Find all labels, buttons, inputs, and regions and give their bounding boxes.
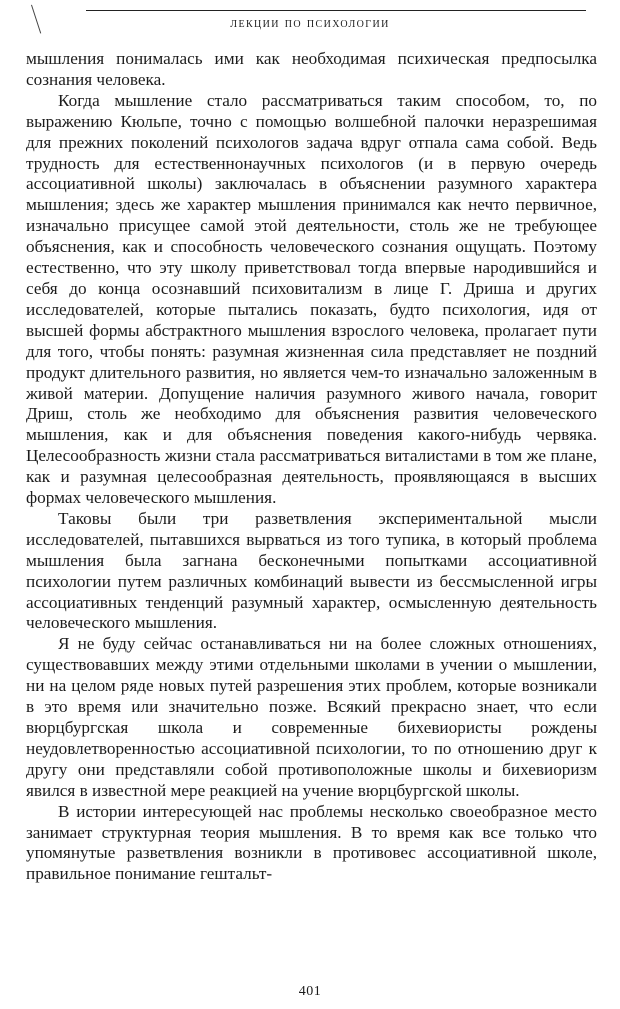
page-number: 401 [298, 984, 322, 999]
header-rule [86, 10, 586, 11]
paragraph-4: Я не буду сейчас останавливаться ни на более сложных отношениях, существовавших между этими отдельными школами в учении о мышлении, ни на целом ряде новых путей разрешения этих проблем, которые возникали в это время или значительно позже. Всякий прекрасно знает, что если вюрцбургская школа и современные бихевиористы рождены неудовлетворенностью ассоциативной психологии, то по отношению друг к другу они представляли собой противоположные школы и бихевиоризм явился в известной мере реакцией на учение вюрцбургской школы. [26, 634, 597, 800]
running-head-title: лекции по психологии [230, 16, 390, 31]
paragraph-1: мышления понималась ими как необходимая психическая предпосылка сознания человека. [26, 49, 597, 89]
paragraph-3: Таковы были три разветвления экспериментальной мысли исследователей, пытавшихся вырваться из того тупика, в который проблема мышления была загнана бесконечными попытками ассоциативной психологии путем различных комбинаций вывести из бессмысленной игры ассоциативных тенденций разумный характер, осмысленную деятельность человеческого мышления. [26, 508, 597, 633]
paragraph-2: Когда мышление стало рассматриваться таким способом, то, по выражению Кюльпе, точно с помощью волшебной палочки неразрешимая для прежних поколений психологов задача вдруг отпала сама собой. Ведь трудность для естественнонаучных психологов (и в первую очередь ассоциативной школы) заключалась в объяснении разумного характера мышления; здесь же характер мышления принимался как нечто первичное, изначально присущее самой этой деятельности, столь же не требующее объяснения, как и способность человеческого сознания ощущать. Поэтому естественно, что эту школу приветствовал тогда впервые народившийся и себя до конца осознавший психовитализм в лице Г. Дриша и других исследователей, которые пытались показать, будто психология, идя от высшей формы абстрактного мышления взрослого человека, пролагает пути для того, чтобы понять: разумная жизненная сила представляет не поздний продукт длительного развития, но является чем-то изначально заложенным в живой материи. Допущение наличия разумного живого начала, говорит Дриш, столь же необходимо для объяснения развития человеческого мышления, как и для объяснения поведения какого-нибудь червяка. Целесообразность жизни стала рассматриваться виталистами в том же плане, как и разумная целесообразная деятельность, проявляющаяся в высших формах человеческого мышления. [26, 90, 597, 508]
body-text [26, 49, 597, 885]
paragraph-5: В истории интересующей нас проблемы несколько своеобразное место занимает структурная теория мышления. В то время как все только что упомянутые разветвления возникли в противовес ассоциативной школе, правильное понимание гештальт- [26, 801, 597, 884]
